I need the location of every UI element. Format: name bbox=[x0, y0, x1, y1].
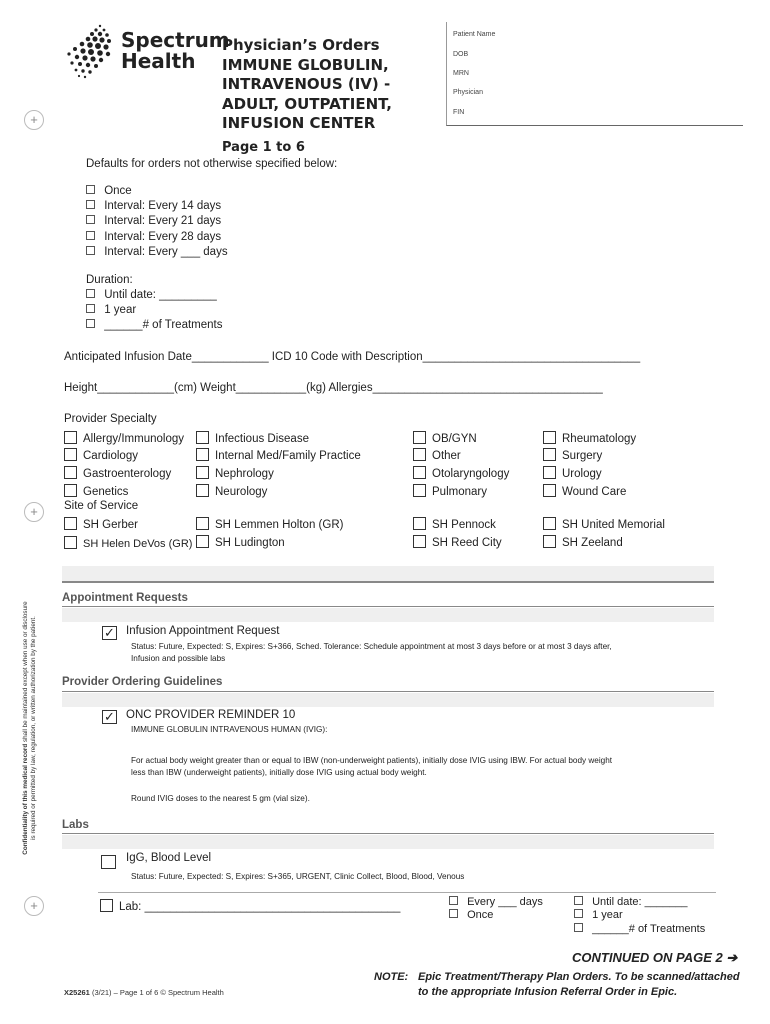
duration-option[interactable]: 1 year bbox=[86, 304, 136, 316]
title-line: INTRAVENOUS (IV) - bbox=[222, 75, 391, 93]
defaults-heading: Defaults for orders not otherwise specified below: bbox=[86, 158, 338, 170]
lab-checkbox[interactable] bbox=[101, 855, 116, 869]
continued-notice: CONTINUED ON PAGE 2 ➔ bbox=[572, 950, 738, 965]
mrn-field[interactable]: MRN bbox=[453, 70, 469, 77]
frequency-option[interactable]: Interval: Every ___ days bbox=[86, 246, 228, 258]
spectrum-logo-icon bbox=[60, 22, 118, 80]
site-option[interactable]: SH United Memorial bbox=[543, 517, 665, 531]
lab-duration-option[interactable]: Until date: _______ bbox=[574, 896, 687, 908]
note-text: Epic Treatment/Therapy Plan Orders. To be scanned/attached bbox=[418, 971, 740, 983]
lab-entry-line[interactable]: Lab: ________________________________________ bbox=[100, 899, 400, 913]
add-marker-icon: + bbox=[24, 110, 44, 130]
add-marker-icon: + bbox=[24, 896, 44, 916]
site-option[interactable]: SH Pennock bbox=[413, 517, 496, 531]
height-weight-allergies-line[interactable]: Height____________(cm) Weight___________(kg) Allergies____________________________________ bbox=[64, 382, 603, 394]
confidentiality-notice: Confidentiality of this medical record shall be maintained except when use or disclosure is required or permitted by law, regulation, or written authorization by the patient. bbox=[22, 601, 37, 855]
specialty-option[interactable]: Gastroenterology bbox=[64, 466, 171, 480]
guideline-item-label: ONC PROVIDER REMINDER 10 bbox=[126, 709, 296, 721]
specialty-option[interactable]: Pulmonary bbox=[413, 484, 487, 498]
site-option[interactable]: SH Zeeland bbox=[543, 535, 623, 549]
note-label: NOTE: bbox=[374, 971, 409, 983]
fin-field[interactable]: FIN bbox=[453, 109, 465, 116]
specialty-option[interactable]: Otolaryngology bbox=[413, 466, 509, 480]
site-option[interactable]: SH Ludington bbox=[196, 535, 285, 549]
appointment-requests-heading: Appointment Requests bbox=[62, 592, 188, 604]
specialty-option[interactable]: Cardiology bbox=[64, 448, 138, 462]
specialty-option[interactable]: Allergy/Immunology bbox=[64, 431, 184, 445]
physician-field[interactable]: Physician bbox=[453, 89, 483, 96]
add-marker-icon: + bbox=[24, 502, 44, 522]
site-of-service-label: Site of Service bbox=[64, 500, 139, 512]
duration-label: Duration: bbox=[86, 274, 133, 286]
frequency-option[interactable]: Once bbox=[86, 185, 132, 197]
page-indicator: Page 1 to 6 bbox=[222, 139, 305, 155]
appointment-detail: Status: Future, Expected: S, Expires: S+366, Sched. Tolerance: Schedule appointment at most 3 days before or at most 3 days after, bbox=[131, 642, 612, 651]
guideline-text: less than IBW (underweight patients), initially dose IVIG using actual body weight. bbox=[131, 768, 427, 777]
labs-heading: Labs bbox=[62, 819, 89, 831]
logo-line1: Spectrum bbox=[121, 28, 230, 52]
lab-detail: Status: Future, Expected: S, Expires: S+365, URGENT, Clinic Collect, Blood, Blood, Venous bbox=[131, 872, 465, 881]
frequency-option[interactable]: Interval: Every 28 days bbox=[86, 231, 221, 243]
guideline-text: For actual body weight greater than or equal to IBW (non-underweight patients), initially dose IVIG using IBW. For actual body weight bbox=[131, 756, 613, 765]
appointment-detail: Infusion and possible labs bbox=[131, 654, 226, 663]
appointment-checkbox[interactable]: ✓ bbox=[102, 626, 117, 640]
title-line: Physician’s Orders bbox=[222, 36, 380, 54]
title-line: ADULT, OUTPATIENT, bbox=[222, 94, 392, 113]
specialty-option[interactable]: Rheumatology bbox=[543, 431, 636, 445]
lab-frequency-option[interactable]: Every ___ days bbox=[449, 896, 543, 908]
duration-option[interactable]: ______# of Treatments bbox=[86, 319, 222, 331]
specialty-option[interactable]: OB/GYN bbox=[413, 431, 477, 445]
specialty-option[interactable]: Other bbox=[413, 448, 461, 462]
specialty-option[interactable]: Neurology bbox=[196, 484, 267, 498]
dob-field[interactable]: DOB bbox=[453, 51, 469, 58]
title-line: INFUSION CENTER bbox=[222, 114, 376, 132]
section-band bbox=[62, 608, 714, 622]
specialty-option[interactable]: Nephrology bbox=[196, 466, 274, 480]
guideline-checkbox[interactable]: ✓ bbox=[102, 710, 117, 724]
section-band bbox=[62, 693, 714, 707]
logo-line2: Health bbox=[121, 49, 196, 73]
provider-specialty-label: Provider Specialty bbox=[64, 413, 157, 425]
logo-text bbox=[121, 30, 230, 72]
specialty-option[interactable]: Internal Med/Family Practice bbox=[196, 448, 361, 462]
divider bbox=[62, 833, 714, 834]
provider-guidelines-heading: Provider Ordering Guidelines bbox=[62, 676, 223, 688]
specialty-option[interactable]: Wound Care bbox=[543, 484, 626, 498]
guideline-sub: IMMUNE GLOBULIN INTRAVENOUS HUMAN (IVIG): bbox=[131, 725, 328, 734]
specialty-option[interactable]: Genetics bbox=[64, 484, 128, 498]
site-option[interactable]: SH Helen DeVos (GR) bbox=[64, 536, 192, 550]
frequency-option[interactable]: Interval: Every 21 days bbox=[86, 215, 221, 227]
section-band bbox=[62, 835, 714, 849]
specialty-option[interactable]: Surgery bbox=[543, 448, 602, 462]
site-option[interactable]: SH Reed City bbox=[413, 535, 502, 549]
duration-option[interactable]: Until date: _________ bbox=[86, 289, 217, 301]
divider bbox=[62, 606, 714, 607]
lab-frequency-option[interactable]: Once bbox=[449, 909, 493, 921]
patient-name-field[interactable]: Patient Name bbox=[453, 31, 496, 38]
site-option[interactable]: SH Gerber bbox=[64, 517, 138, 531]
lab-item-label: IgG, Blood Level bbox=[126, 852, 212, 864]
divider bbox=[62, 581, 714, 583]
divider bbox=[98, 892, 716, 893]
specialty-option[interactable]: Infectious Disease bbox=[196, 431, 309, 445]
appointment-item-label: Infusion Appointment Request bbox=[126, 625, 280, 637]
specialty-option[interactable]: Urology bbox=[543, 466, 602, 480]
title-line: IMMUNE GLOBULIN, bbox=[222, 55, 389, 74]
section-band bbox=[62, 566, 714, 581]
patient-info-box bbox=[446, 22, 743, 126]
frequency-option[interactable]: Interval: Every 14 days bbox=[86, 200, 221, 212]
lab-duration-option[interactable]: 1 year bbox=[574, 909, 623, 921]
document-title bbox=[222, 36, 392, 157]
lab-duration-option[interactable]: ______# of Treatments bbox=[574, 923, 705, 935]
divider bbox=[62, 691, 714, 692]
guideline-text: Round IVIG doses to the nearest 5 gm (vial size). bbox=[131, 794, 310, 803]
form-footer: X25261 (3/21) – Page 1 of 6 © Spectrum Health bbox=[64, 988, 224, 997]
note-text: to the appropriate Infusion Referral Order in Epic. bbox=[418, 986, 678, 998]
site-option[interactable]: SH Lemmen Holton (GR) bbox=[196, 517, 343, 531]
infusion-date-icd-line[interactable]: Anticipated Infusion Date____________ ICD 10 Code with Description__________________________________ bbox=[64, 351, 641, 363]
